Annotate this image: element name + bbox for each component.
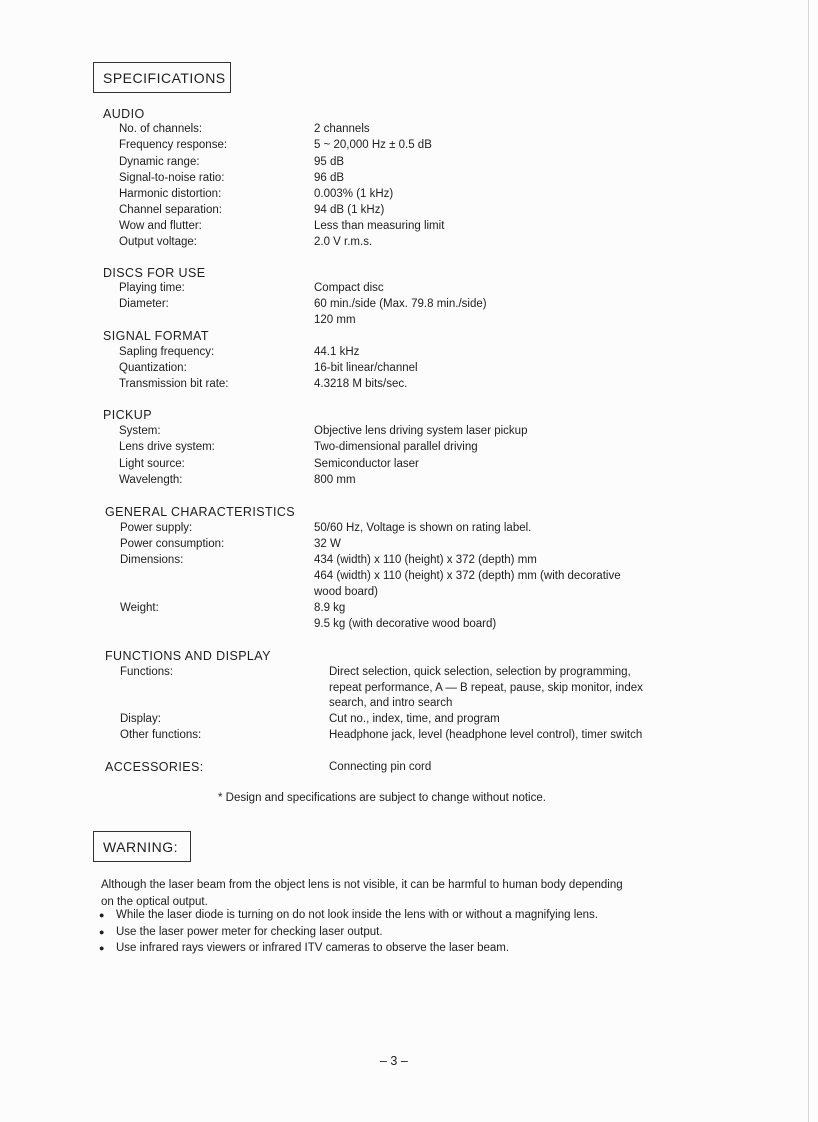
- spec-label: Dynamic range:: [119, 156, 200, 168]
- spec-value: Less than measuring limit: [314, 220, 445, 232]
- spec-value: Connecting pin cord: [329, 761, 432, 773]
- spec-value: 0.003% (1 kHz): [314, 188, 394, 200]
- spec-label: Dimensions:: [120, 554, 184, 566]
- warning-title: WARNING:: [93, 831, 191, 862]
- warning-bullet: ● Use infrared rays viewers or infrared ITV cameras to observe the laser beam.: [99, 940, 598, 957]
- spec-value: 32 W: [314, 538, 341, 550]
- spec-label: Wow and flutter:: [119, 220, 202, 232]
- general-heading: GENERAL CHARACTERISTICS: [105, 505, 296, 519]
- spec-value: 120 mm: [314, 314, 356, 326]
- spec-value: 5 ~ 20,000 Hz ± 0.5 dB: [314, 139, 432, 151]
- spec-value: Cut no., index, time, and program: [329, 713, 500, 725]
- warning-intro: [101, 877, 681, 910]
- specifications-title: SPECIFICATIONS: [93, 62, 231, 93]
- spec-value: 8.9 kg: [314, 602, 346, 614]
- spec-value: 95 dB: [314, 156, 345, 168]
- spec-value: 800 mm: [314, 474, 356, 486]
- spec-label: Weight:: [120, 602, 159, 614]
- functions-heading: FUNCTIONS AND DISPLAY: [105, 649, 271, 663]
- spec-label: Lens drive system:: [119, 441, 215, 453]
- warning-bullet: ● While the laser diode is turning on do not look inside the lens with or without a magnifying lens.: [99, 907, 598, 924]
- spec-label: Transmission bit rate:: [119, 378, 229, 390]
- spec-value: search, and intro search: [329, 697, 453, 709]
- spec-label: Playing time:: [119, 282, 185, 294]
- spec-value: wood board): [314, 586, 378, 598]
- spec-label: Wavelength:: [119, 474, 183, 486]
- spec-value: 50/60 Hz, Voltage is shown on rating label.: [314, 522, 532, 534]
- spec-value: 60 min./side (Max. 79.8 min./side): [314, 298, 487, 310]
- spec-label: Display:: [120, 713, 161, 725]
- pickup-heading: PICKUP: [103, 408, 152, 422]
- spec-label: Power consumption:: [120, 538, 225, 550]
- spec-value: 464 (width) x 110 (height) x 372 (depth) mm (with decorative: [314, 570, 621, 582]
- warning-intro-line: on the optical output.: [101, 895, 208, 908]
- spec-label: Sapling frequency:: [119, 346, 215, 358]
- accessories-heading: ACCESSORIES:: [105, 760, 204, 774]
- spec-value: 96 dB: [314, 172, 345, 184]
- spec-label: Other functions:: [120, 729, 202, 741]
- warning-bullet-list: [99, 907, 598, 957]
- spec-label: Harmonic distortion:: [119, 188, 222, 200]
- audio-heading: AUDIO: [103, 107, 145, 121]
- warning-intro-line: Although the laser beam from the object lens is not visible, it can be harmful to human body depending: [101, 879, 623, 891]
- spec-label: System:: [119, 425, 161, 437]
- spec-label: Power supply:: [120, 522, 193, 534]
- spec-value: Objective lens driving system laser pickup: [314, 425, 528, 437]
- spec-value: 94 dB (1 kHz): [314, 204, 385, 216]
- spec-value: 2 channels: [314, 123, 370, 135]
- spec-label: Functions:: [120, 666, 174, 678]
- signal-heading: SIGNAL FORMAT: [103, 329, 209, 343]
- spec-label: Channel separation:: [119, 204, 222, 216]
- spec-value: 44.1 kHz: [314, 346, 360, 358]
- spec-label: Frequency response:: [119, 139, 228, 151]
- spec-value: 16-bit linear/channel: [314, 362, 418, 374]
- spec-value: 2.0 V r.m.s.: [314, 236, 373, 248]
- spec-value: Two-dimensional parallel driving: [314, 441, 478, 453]
- spec-label: Light source:: [119, 458, 185, 470]
- discs-heading: DISCS FOR USE: [103, 266, 206, 280]
- page-number: – 3 –: [380, 1054, 408, 1068]
- spec-value: repeat performance, A — B repeat, pause, skip monitor, index: [329, 682, 643, 694]
- warning-bullet: ● Use the laser power meter for checking laser output.: [99, 924, 598, 941]
- spec-value: 434 (width) x 110 (height) x 372 (depth) mm: [314, 554, 537, 566]
- spec-value: Direct selection, quick selection, selection by programming,: [329, 666, 631, 678]
- spec-value: Semiconductor laser: [314, 458, 419, 470]
- specifications-note: * Design and specifications are subject to change without notice.: [218, 792, 546, 804]
- spec-value: Headphone jack, level (headphone level control), timer switch: [329, 729, 643, 741]
- spec-label: No. of channels:: [119, 123, 203, 135]
- spec-label: Output voltage:: [119, 236, 197, 248]
- spec-label: Signal-to-noise ratio:: [119, 172, 225, 184]
- page-edge-line: [808, 0, 809, 1122]
- spec-value: 4.3218 M bits/sec.: [314, 378, 408, 390]
- spec-label: Diameter:: [119, 298, 169, 310]
- spec-value: Compact disc: [314, 282, 384, 294]
- spec-label: Quantization:: [119, 362, 187, 374]
- spec-value: 9.5 kg (with decorative wood board): [314, 618, 497, 630]
